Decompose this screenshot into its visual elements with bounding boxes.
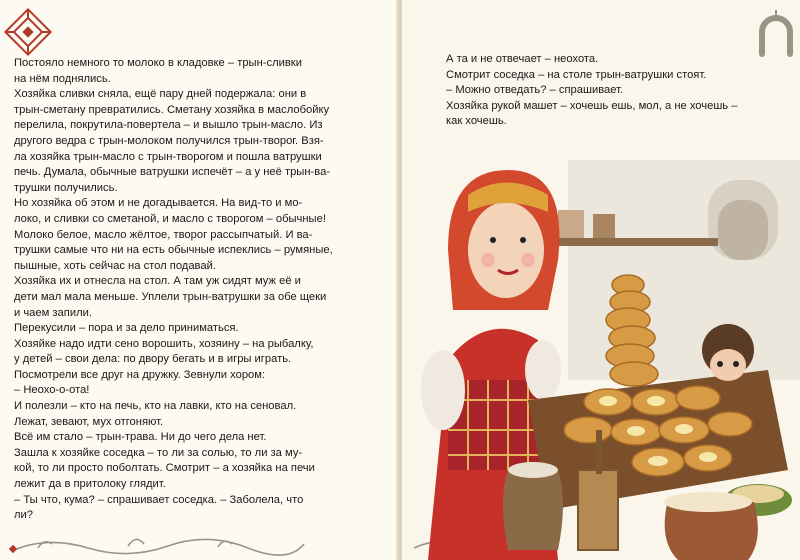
text-line: Смотрит соседка – на столе трын-ватрушки стоят.: [446, 68, 707, 81]
text-line: Хозяйка рукой машет – хочешь ешь, мол, а не хочешь –: [446, 99, 738, 112]
text-line: лежит да в притолоку глядит.: [14, 478, 166, 491]
text-line: Молоко белое, масло жёлтое, творог рассыпчатый. И ва-: [14, 228, 313, 241]
text-line: Посмотрели все друг на дружку. Зевнули хором:: [14, 368, 266, 381]
text-line: Лежат, зевают, мух отгоняют.: [14, 415, 164, 428]
text-line: – Можно отведать? – спрашивает.: [446, 84, 624, 97]
text-line: ла хозяйка трын-масло с трын-творогом и пошла ватрушки: [14, 150, 322, 163]
folk-ornament-icon: [2, 6, 54, 58]
text-line: локо, и сливки со сметаной, и масло с творогом – обычные!: [14, 212, 326, 225]
text-line: Хозяйка сливки сняла, ещё пару дней подержала: они в: [14, 88, 307, 101]
text-line: другого ведра с трын-молоком получился трын-творог. Взя-: [14, 134, 324, 147]
text-line: Всё им стало – трын-трава. Ни до чего дела нет.: [14, 431, 267, 444]
text-line: Хозяйке надо идти сено ворошить, хозяину – на рыбалку,: [14, 337, 314, 350]
text-line: перелила, покрутила-повертела – и вышло трын-масло. Из: [14, 119, 323, 132]
left-page-text: [14, 56, 390, 524]
right-page-text: [446, 52, 786, 130]
text-line: на нём поднялись.: [14, 72, 111, 85]
text-line: Перекусили – пора и за дело приниматься.: [14, 322, 239, 335]
left-page: [0, 0, 398, 560]
text-line: трушки получились.: [14, 181, 118, 194]
text-line: и чаем запили.: [14, 306, 92, 319]
text-line: пышные, хоть сейчас на стол подавай.: [14, 259, 216, 272]
text-line: трын-сметану превратились. Сметану хозяйка в маслобойку: [14, 103, 330, 116]
text-line: Постояло немного то молоко в кладовке – трын-сливки: [14, 57, 302, 69]
text-line: – Ты что, кума? – спрашивает соседка. – Заболела, что: [14, 493, 304, 506]
text-line: кой, то ли просто поболтать. Смотрит – а хозяйка на печи: [14, 462, 315, 475]
illustration-hostess-with-vatrushki: [408, 140, 800, 560]
text-line: как хочешь.: [446, 115, 507, 128]
text-line: А та и не отвечает – неохота.: [446, 53, 599, 65]
text-line: печь. Думала, обычные ватрушки испечёт – а у неё трын-ва-: [14, 166, 331, 179]
text-line: И полезли – кто на печь, кто на лавки, кто на сеновал.: [14, 400, 297, 413]
text-line: – Неохо-о-ота!: [14, 384, 90, 397]
footer-vine-ornament-icon: [8, 530, 308, 558]
text-line: дети мал мала меньше. Уплели трын-ватрушки за обе щеки: [14, 290, 327, 303]
text-line: у детей – свои дела: по двору бегать и в игры играть.: [14, 353, 292, 366]
text-line: Хозяйка их и отнесла на стол. А там уж сидят муж её и: [14, 275, 301, 288]
text-line: ли?: [14, 509, 33, 522]
text-line: Зашла к хозяйке соседка – то ли за солью, то ли за му-: [14, 446, 303, 459]
text-line: Но хозяйка об этом и не догадывается. На вид-то и мо-: [14, 197, 303, 210]
text-line: трушки самые что ни на есть обычные испеклись – румяные,: [14, 244, 333, 257]
